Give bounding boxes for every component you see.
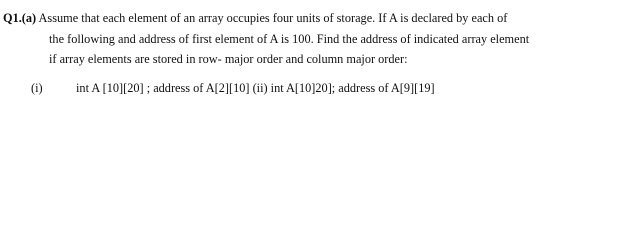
question-line-1 [3, 8, 623, 29]
subpart-text: int A [10][20] ; address of A[2][10] (ii) int A[10]20]; address of A[9][19] [76, 80, 435, 95]
question-block [3, 8, 623, 98]
question-text-line-3: if array elements are stored in row- major order and column major order: [49, 52, 408, 66]
question-number: Q1.(a) [3, 11, 37, 25]
subpart-row [3, 78, 623, 99]
subpart-label: (i) [31, 80, 43, 95]
question-text-line-1: Assume that each element of an array occupies four units of storage. If A is declared by each of [38, 11, 508, 25]
question-text-line-2: the following and address of first element of A is 100. Find the address of indicated array element [49, 31, 530, 46]
